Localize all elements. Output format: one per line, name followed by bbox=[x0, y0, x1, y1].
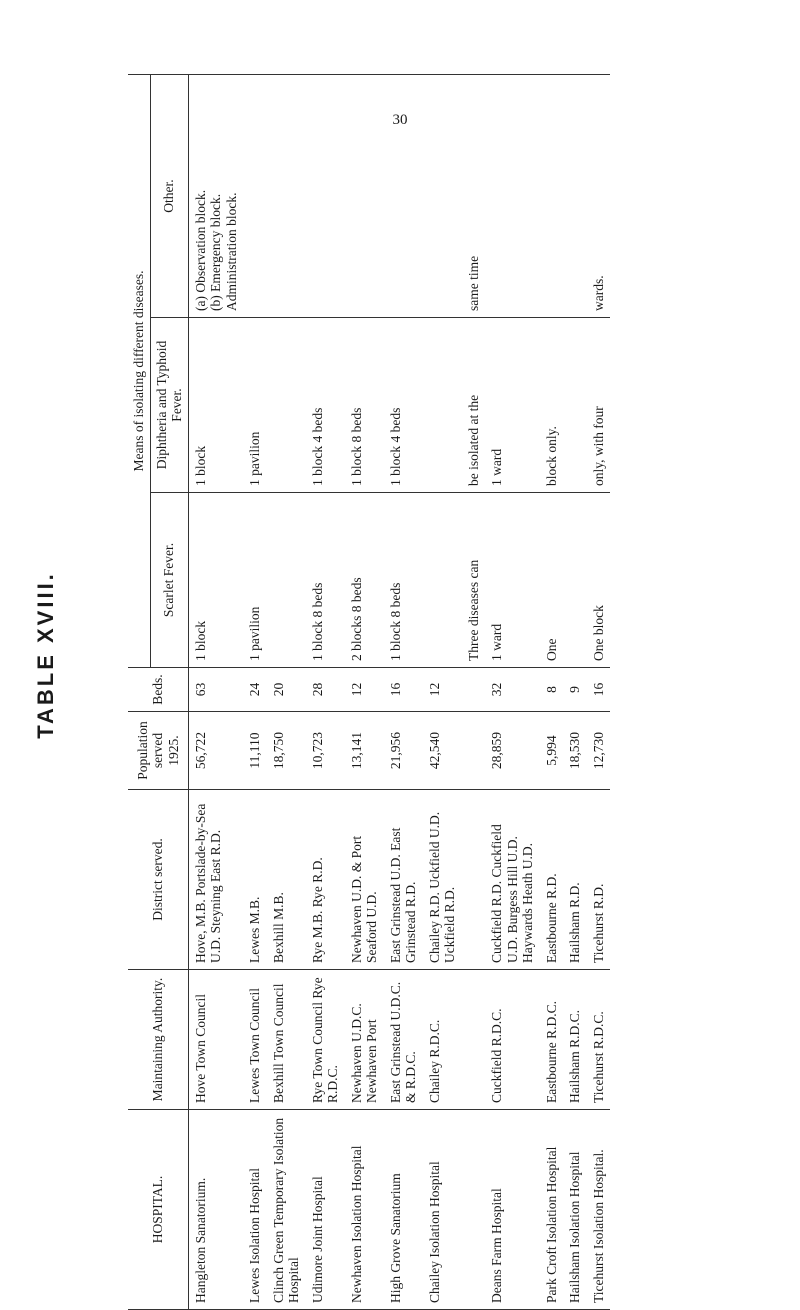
hospital-cell: Hangleton Sanatorium. bbox=[188, 1110, 243, 1310]
hospital-cell: Park Croft Isolation Hospital bbox=[540, 1110, 564, 1310]
table-row bbox=[188, 75, 243, 1310]
table-row bbox=[384, 75, 423, 1310]
district-cell: Newhaven U.D. & Port Seaford U.D. bbox=[345, 790, 384, 970]
hospital-cell: High Grove Sanatorium bbox=[384, 1110, 423, 1310]
scarlet-cell: 1 pavilion bbox=[243, 493, 267, 668]
table-row bbox=[306, 75, 345, 1310]
diphtheria-cell: 1 ward bbox=[485, 318, 540, 493]
hospital-cell: Ticehurst Isolation Hospital. bbox=[587, 1110, 611, 1310]
authority-cell: Cuckfield R.D.C. bbox=[485, 970, 540, 1110]
empty-cell bbox=[462, 970, 486, 1110]
empty-cell bbox=[462, 668, 486, 712]
table-row bbox=[485, 75, 540, 1310]
population-cell: 42,540 bbox=[423, 712, 462, 790]
district-cell: Bexhill M.B. bbox=[267, 790, 306, 970]
other-cell bbox=[540, 75, 564, 318]
population-cell: 12,730 bbox=[587, 712, 611, 790]
table-row bbox=[587, 75, 611, 1310]
beds-cell: 12 bbox=[423, 668, 462, 712]
header-population: Population served 1925. bbox=[128, 712, 188, 790]
beds-cell: 12 bbox=[345, 668, 384, 712]
population-cell: 18,530 bbox=[563, 712, 587, 790]
table-body bbox=[188, 75, 610, 1310]
beds-cell: 16 bbox=[587, 668, 611, 712]
diphtheria-cell: 1 block 4 beds bbox=[306, 318, 345, 493]
district-cell: Hove, M.B. Portslade-by-Sea U.D. Steyning East R.D. bbox=[188, 790, 243, 970]
table-row bbox=[423, 75, 462, 1310]
table-row bbox=[540, 75, 564, 1310]
isolation-hospitals-table bbox=[128, 74, 610, 1310]
population-cell: 10,723 bbox=[306, 712, 345, 790]
table-row bbox=[243, 75, 267, 1310]
hospital-cell: Udimore Joint Hospital bbox=[306, 1110, 345, 1310]
beds-cell: 63 bbox=[188, 668, 243, 712]
hospital-cell: Hailsham Isolation Hospital bbox=[563, 1110, 587, 1310]
other-cell bbox=[384, 75, 423, 318]
diphtheria-cell: only, with four bbox=[587, 318, 611, 493]
hospital-cell: Chailey Isolation Hospital bbox=[423, 1110, 462, 1310]
district-cell: Lewes M.B. bbox=[243, 790, 267, 970]
other-cell bbox=[267, 75, 306, 318]
authority-cell: Rye Town Council Rye R.D.C. bbox=[306, 970, 345, 1110]
other-cell bbox=[485, 75, 540, 318]
table-row bbox=[267, 75, 306, 1310]
authority-cell: Newhaven U.D.C. Newhaven Port bbox=[345, 970, 384, 1110]
hospital-cell: Deans Farm Hospital bbox=[485, 1110, 540, 1310]
authority-cell: Hailsham R.D.C. bbox=[563, 970, 587, 1110]
other-cell bbox=[563, 75, 587, 318]
authority-cell: Lewes Town Council bbox=[243, 970, 267, 1110]
rotated-table-container bbox=[128, 75, 720, 1310]
beds-cell: 9 bbox=[563, 668, 587, 712]
table-frame bbox=[128, 75, 720, 1310]
population-cell: 21,956 bbox=[384, 712, 423, 790]
authority-cell: East Grinstead U.D.C. & R.D.C. bbox=[384, 970, 423, 1110]
other-line: (a) Observation block. bbox=[192, 189, 208, 311]
other-line: Administration block. bbox=[223, 192, 239, 311]
population-cell: 28,859 bbox=[485, 712, 540, 790]
district-cell: Chailey R.D. Uckfield U.D. Uckfield R.D. bbox=[423, 790, 462, 970]
scarlet-cell: 2 blocks 8 beds bbox=[345, 493, 384, 668]
header-district: District served. bbox=[128, 790, 188, 970]
table-row bbox=[345, 75, 384, 1310]
diphtheria-cell: 1 block bbox=[188, 318, 243, 493]
empty-cell bbox=[462, 790, 486, 970]
empty-cell bbox=[462, 1110, 486, 1310]
scarlet-cell: 1 block 8 beds bbox=[384, 493, 423, 668]
district-cell: Ticehurst R.D. bbox=[587, 790, 611, 970]
header-beds: Beds. bbox=[128, 668, 188, 712]
district-cell: Rye M.B. Rye R.D. bbox=[306, 790, 345, 970]
other-line: (b) Emergency block. bbox=[208, 193, 224, 311]
header-other: Other. bbox=[150, 75, 188, 318]
beds-cell: 24 bbox=[243, 668, 267, 712]
diphtheria-cell bbox=[267, 318, 306, 493]
population-cell: 56,722 bbox=[188, 712, 243, 790]
other-line: wards. bbox=[590, 275, 606, 311]
beds-cell: 20 bbox=[267, 668, 306, 712]
population-cell: 13,141 bbox=[345, 712, 384, 790]
other-cell bbox=[345, 75, 384, 318]
empty-cell bbox=[462, 712, 486, 790]
header-authority: Maintaining Authority. bbox=[128, 970, 188, 1110]
hospital-cell: Clinch Green Temporary Isolation Hospital bbox=[267, 1110, 306, 1310]
beds-cell: 32 bbox=[485, 668, 540, 712]
population-cell: 18,750 bbox=[267, 712, 306, 790]
header-scarlet: Scarlet Fever. bbox=[150, 493, 188, 668]
district-cell: Eastbourne R.D. bbox=[540, 790, 564, 970]
authority-cell: Hove Town Council bbox=[188, 970, 243, 1110]
authority-cell: Chailey R.D.C. bbox=[423, 970, 462, 1110]
table-title: TABLE XVIII. bbox=[33, 571, 58, 739]
header-diphtheria: Diphtheria and Typhoid Fever. bbox=[150, 318, 188, 493]
population-cell: 11,110 bbox=[243, 712, 267, 790]
diphtheria-cell: 1 block 4 beds bbox=[384, 318, 423, 493]
scarlet-cell: One bbox=[540, 493, 564, 668]
population-cell: 5,994 bbox=[540, 712, 564, 790]
district-cell: Cuckfield R.D. Cuckfield U.D. Burgess Hill U.D. Haywards Heath U.D. bbox=[485, 790, 540, 970]
diphtheria-cell bbox=[423, 318, 462, 493]
scarlet-cell: 1 ward bbox=[485, 493, 540, 668]
authority-cell: Bexhill Town Council bbox=[267, 970, 306, 1110]
beds-cell: 16 bbox=[384, 668, 423, 712]
scarlet-cell bbox=[563, 493, 587, 668]
hospital-cell: Newhaven Isolation Hospital bbox=[345, 1110, 384, 1310]
diphtheria-cell: 1 block 8 beds bbox=[345, 318, 384, 493]
spanning-note-row bbox=[462, 75, 486, 1310]
other-cell bbox=[587, 75, 611, 318]
spanning-note-part1: Three diseases can bbox=[462, 493, 486, 668]
authority-cell: Ticehurst R.D.C. bbox=[587, 970, 611, 1110]
spanning-note-part3: same time bbox=[462, 75, 486, 318]
header-means: Means of isolating different diseases. bbox=[128, 75, 150, 668]
other-cell bbox=[188, 75, 243, 318]
diphtheria-cell: block only. bbox=[540, 318, 564, 493]
scarlet-cell: 1 block bbox=[188, 493, 243, 668]
scarlet-cell bbox=[423, 493, 462, 668]
page-number: 30 bbox=[392, 112, 408, 128]
table-row bbox=[563, 75, 587, 1310]
other-cell bbox=[423, 75, 462, 318]
authority-cell: Eastbourne R.D.C. bbox=[540, 970, 564, 1110]
beds-cell: 28 bbox=[306, 668, 345, 712]
diphtheria-cell: 1 pavilion bbox=[243, 318, 267, 493]
hospital-cell: Lewes Isolation Hospital bbox=[243, 1110, 267, 1310]
scarlet-cell: One block bbox=[587, 493, 611, 668]
scarlet-cell: 1 block 8 beds bbox=[306, 493, 345, 668]
scarlet-cell bbox=[267, 493, 306, 668]
district-cell: Hailsham R.D. bbox=[563, 790, 587, 970]
spanning-note-part2: be isolated at the bbox=[462, 318, 486, 493]
beds-cell: 8 bbox=[540, 668, 564, 712]
diphtheria-cell bbox=[563, 318, 587, 493]
other-cell bbox=[243, 75, 267, 318]
header-hospital: HOSPITAL. bbox=[128, 1110, 188, 1310]
district-cell: East Grinstead U.D. East Grinstead R.D. bbox=[384, 790, 423, 970]
other-cell bbox=[306, 75, 345, 318]
